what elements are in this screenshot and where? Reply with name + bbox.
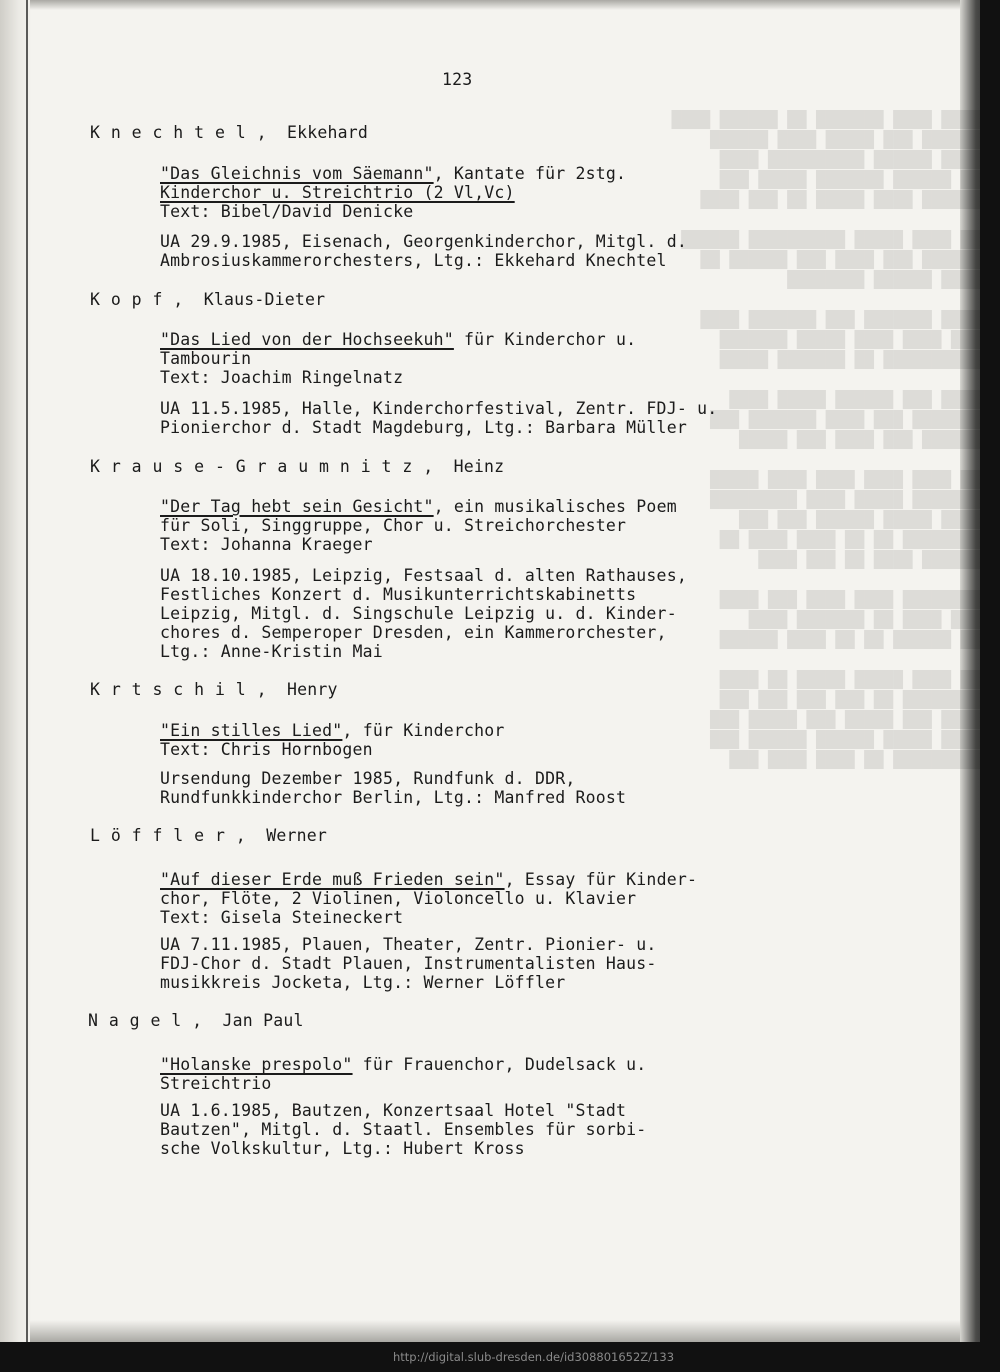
composer-surname: Knechtel bbox=[90, 123, 257, 142]
composer-given-name: Werner bbox=[266, 826, 327, 845]
source-url: http://digital.slub-dresden.de/id308801652Z/133 bbox=[393, 1350, 675, 1364]
premiere-line: Ursendung Dezember 1985, Rundfunk d. DDR, bbox=[160, 769, 576, 788]
composer-heading: Löffler, Werner bbox=[90, 826, 327, 845]
work-title: "Das Gleichnis vom Säemann" bbox=[160, 164, 434, 183]
composer-heading: Kopf, Klaus-Dieter bbox=[90, 290, 326, 309]
text-credit: Text: Bibel/David Denicke bbox=[160, 202, 414, 221]
premiere-line: chores d. Semperoper Dresden, ein Kammerorchester, bbox=[160, 623, 667, 642]
work-description bbox=[160, 330, 810, 387]
work-details: für Kinderchor u. bbox=[453, 330, 637, 349]
premiere-info bbox=[160, 566, 810, 661]
work-title: "Ein stilles Lied" bbox=[160, 721, 343, 740]
premiere-line: Leipzig, Mitgl. d. Singschule Leipzig u. d. Kinder- bbox=[160, 604, 677, 623]
composer-heading: Krause-Graumnitz, Heinz bbox=[90, 457, 505, 476]
work-details: , Essay für Kinder- bbox=[504, 870, 698, 889]
work-title: "Holanske prespolo" bbox=[160, 1055, 353, 1074]
premiere-line: sche Volkskultur, Ltg.: Hubert Kross bbox=[160, 1139, 525, 1158]
composer-heading: Krtschil, Henry bbox=[90, 680, 338, 699]
text-credit: Text: Gisela Steineckert bbox=[160, 908, 404, 927]
premiere-line: Bautzen", Mitgl. d. Staatl. Ensembles für sorbi- bbox=[160, 1120, 647, 1139]
composer-given-name: Ekkehard bbox=[287, 123, 369, 142]
composer-surname: Löffler bbox=[90, 826, 236, 845]
premiere-info bbox=[160, 1101, 810, 1158]
composer-surname: Krause-Graumnitz bbox=[90, 457, 424, 476]
text-credit: Text: Johanna Kraeger bbox=[160, 535, 373, 554]
composer-surname: Krtschil bbox=[90, 680, 257, 699]
composer-given-name: Heinz bbox=[453, 457, 505, 476]
work-title: "Auf dieser Erde muß Frieden sein" bbox=[160, 870, 505, 889]
work-description bbox=[160, 164, 810, 221]
composer-given-name: Henry bbox=[287, 680, 338, 699]
work-description bbox=[160, 870, 810, 927]
premiere-line: musikkreis Jocketa, Ltg.: Werner Löffler bbox=[160, 973, 566, 992]
composer-heading: Knechtel, Ekkehard bbox=[90, 123, 369, 142]
text-credit: Text: Chris Hornbogen bbox=[160, 740, 373, 759]
premiere-line: Ambrosiuskammerorchesters, Ltg.: Ekkehard Knechtel bbox=[160, 251, 667, 270]
text-credit: Text: Joachim Ringelnatz bbox=[160, 368, 404, 387]
premiere-line: UA 11.5.1985, Halle, Kinderchorfestival, Zentr. FDJ- u. bbox=[160, 399, 718, 418]
premiere-info bbox=[160, 399, 810, 437]
work-instrumentation: chor, Flöte, 2 Violinen, Violoncello u. Klavier bbox=[160, 889, 637, 908]
work-details: , für Kinderchor bbox=[342, 721, 505, 740]
premiere-line: UA 29.9.1985, Eisenach, Georgenkinderchor, Mitgl. d. bbox=[160, 232, 687, 251]
premiere-info bbox=[160, 935, 810, 992]
composer-surname: Nagel bbox=[88, 1011, 193, 1030]
composer-heading: Nagel, Jan Paul bbox=[88, 1011, 304, 1030]
bleed-through-texture: ████ ████ ███████ ██ ██████ ████ ██████ ███ █████ ████ ██████ ████ ██████ ██████████ ████ ██ ██████ ███████ █████ ███ ██████ ████ █████ ██ ███ ████ ██ ████ █████ ██████████ ██████ ██████ ███ ████ ███ ██████ ██ ████ ██████ ████████ ████ ███████ ███ ███████ ████ ███ ████ ████ █████ ███████ ██████████ ██ ███████ █████ ████ ███ ██████ █████ ████ ███████ ███ ████ ███████ ███ ██████ ███ ████ ███ █████ ██ ████ ████ ████ ████ █████ ███████ █████ ████ █████████ ████ █████ ██████ ███ ███ ████████ ██ ██ ████ ████ ██ ██████ ████ ██ ███ ████ ████████ ████ ████ ███ ████ ███ ████ ██ ███████ ████ ██ ██████ ██ ██ ████ ██████ ██ ████ █████ █████ ██ ████ ████████ ██ ███ ███ ███ ███ ████ ███ █████ ███ █████ ███ ████ █████ ██████ ██████ ███ █████████ ██ ████ ████ ███ bbox=[671, 110, 980, 769]
premiere-info bbox=[160, 769, 810, 807]
premiere-line: FDJ-Chor d. Stadt Plauen, Instrumentalisten Haus- bbox=[160, 954, 657, 973]
composer-surname: Kopf bbox=[90, 290, 174, 309]
work-details: , Kantate für 2stg. bbox=[433, 164, 627, 183]
premiere-line: Pionierchor d. Stadt Magdeburg, Ltg.: Barbara Müller bbox=[160, 418, 687, 437]
premiere-line: Ltg.: Anne-Kristin Mai bbox=[160, 642, 383, 661]
composer-given-name: Klaus-Dieter bbox=[203, 290, 326, 309]
premiere-info bbox=[160, 232, 810, 270]
work-description bbox=[160, 1055, 810, 1093]
work-instrumentation: Kinderchor u. Streichtrio (2 Vl,Vc) bbox=[160, 183, 515, 202]
premiere-line: Festliches Konzert d. Musikunterrichtskabinetts bbox=[160, 585, 637, 604]
page-number: 123 bbox=[442, 70, 473, 89]
premiere-line: UA 7.11.1985, Plauen, Theater, Zentr. Pionier- u. bbox=[160, 935, 657, 954]
work-description bbox=[160, 721, 810, 759]
work-details: für Frauenchor, Dudelsack u. bbox=[352, 1055, 647, 1074]
work-title: "Das Lied von der Hochseekuh" bbox=[160, 330, 454, 349]
premiere-line: UA 1.6.1985, Bautzen, Konzertsaal Hotel "Stadt bbox=[160, 1101, 627, 1120]
work-title: "Der Tag hebt sein Gesicht" bbox=[160, 497, 434, 516]
work-instrumentation: Streichtrio bbox=[160, 1074, 272, 1093]
work-description bbox=[160, 497, 810, 554]
composer-given-name: Jan Paul bbox=[222, 1011, 304, 1030]
premiere-line: UA 18.10.1985, Leipzig, Festsaal d. alten Rathauses, bbox=[160, 566, 687, 585]
work-instrumentation: für Soli, Singgruppe, Chor u. Streichorchester bbox=[160, 516, 627, 535]
work-instrumentation: Tambourin bbox=[160, 349, 252, 368]
work-details: , ein musikalisches Poem bbox=[433, 497, 677, 516]
premiere-line: Rundfunkkinderchor Berlin, Ltg.: Manfred Roost bbox=[160, 788, 627, 807]
